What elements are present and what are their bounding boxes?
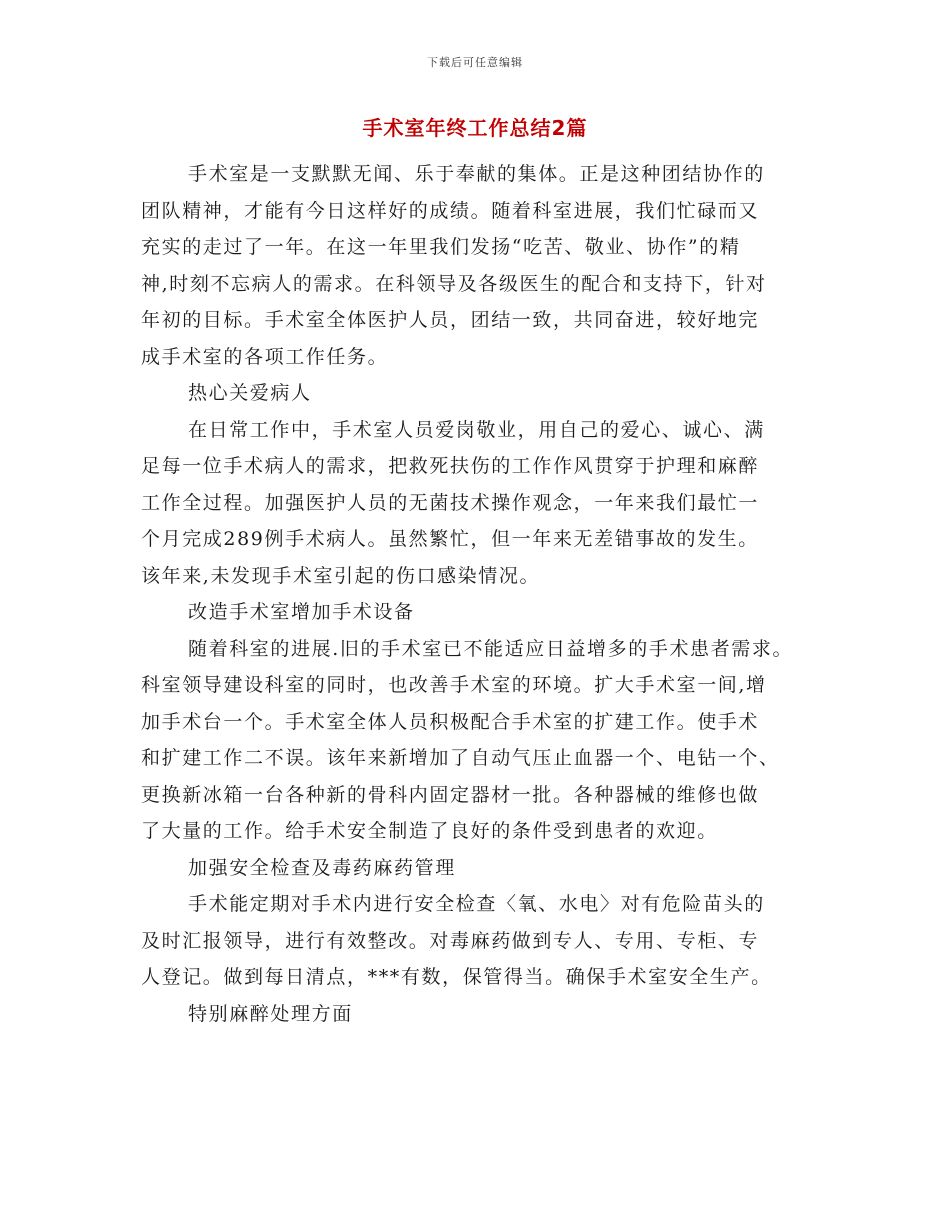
paragraph-line: 及时汇报领导，进行有效整改。对毒麻药做到专人、专用、专柜、专 xyxy=(141,929,760,952)
paragraph-line: 足每一位手术病人的需求，把救死扶伤的工作作风贯穿于护理和麻醉 xyxy=(141,455,760,477)
paragraph-line: 加手术台一个。手术室全体人员积极配合手术室的扩建工作。使手术 xyxy=(141,710,760,733)
paragraph-line: 充实的走过了一年。在这一年里我们发扬“吃苦、敬业、协作”的精 xyxy=(141,236,741,258)
document-body xyxy=(141,156,831,1032)
paragraph-line: 神,时刻不忘病人的需求。在科领导及各级医生的配合和支持下，针对 xyxy=(141,272,767,295)
paragraph-line: 在日常工作中，手术室人员爱岗敬业，用自己的爱心、诚心、满 xyxy=(188,418,765,441)
paragraph-line: 工作全过程。加强医护人员的无菌技术操作观念，一年来我们最忙一 xyxy=(141,491,760,514)
paragraph-line: 人登记。做到每日清点，***有数，保管得当。确保手术室安全生产。 xyxy=(141,966,772,988)
paragraph-line: 随着科室的进展.旧的手术室已不能适应日益增多的手术患者需求。 xyxy=(188,637,794,660)
header-note: 下载后可任意编辑 xyxy=(427,56,523,69)
paragraph-line: 该年来,未发现手术室引起的伤口感染情况。 xyxy=(141,564,541,587)
paragraph-line: 科室领导建设科室的同时，也改善手术室的环境。扩大手术室一间,增 xyxy=(141,674,767,696)
document-title: 手术室年终工作总结2篇 xyxy=(362,116,588,140)
paragraph-line: 了大量的工作。给手术安全制造了良好的条件受到患者的欢迎。 xyxy=(141,820,718,842)
paragraph-line: 手术室是一支默默无闻、乐于奉献的集体。正是这种团结协作的 xyxy=(188,163,765,185)
paragraph-line: 年初的目标。手术室全体医护人员，团结一致，共同奋进，较好地完 xyxy=(141,309,760,331)
section-heading: 加强安全检查及毒药麻药管理 xyxy=(188,856,456,879)
paragraph-line: 团队精神，才能有今日这样好的成绩。随着科室进展，我们忙碌而又 xyxy=(141,199,760,222)
paragraph-line: 更换新冰箱一台各种新的骨科内固定器材一批。各种器械的维修也做 xyxy=(141,783,760,806)
paragraph-line: 手术能定期对手术内进行安全检查〈氧、水电〉对有危险苗头的 xyxy=(188,893,765,915)
paragraph-line: 和扩建工作二不误。该年来新增加了自动气压止血器一个、电钻一个、 xyxy=(141,747,780,769)
section-heading: 热心关爱病人 xyxy=(188,382,312,404)
section-heading: 特别麻醉处理方面 xyxy=(188,1002,353,1025)
paragraph-line: 成手术室的各项工作任务。 xyxy=(141,345,389,368)
section-heading: 改造手术室增加手术设备 xyxy=(188,601,415,623)
paragraph-line: 个月完成289例手术病人。虽然繁忙，但一年来无差错事故的发生。 xyxy=(141,528,759,550)
